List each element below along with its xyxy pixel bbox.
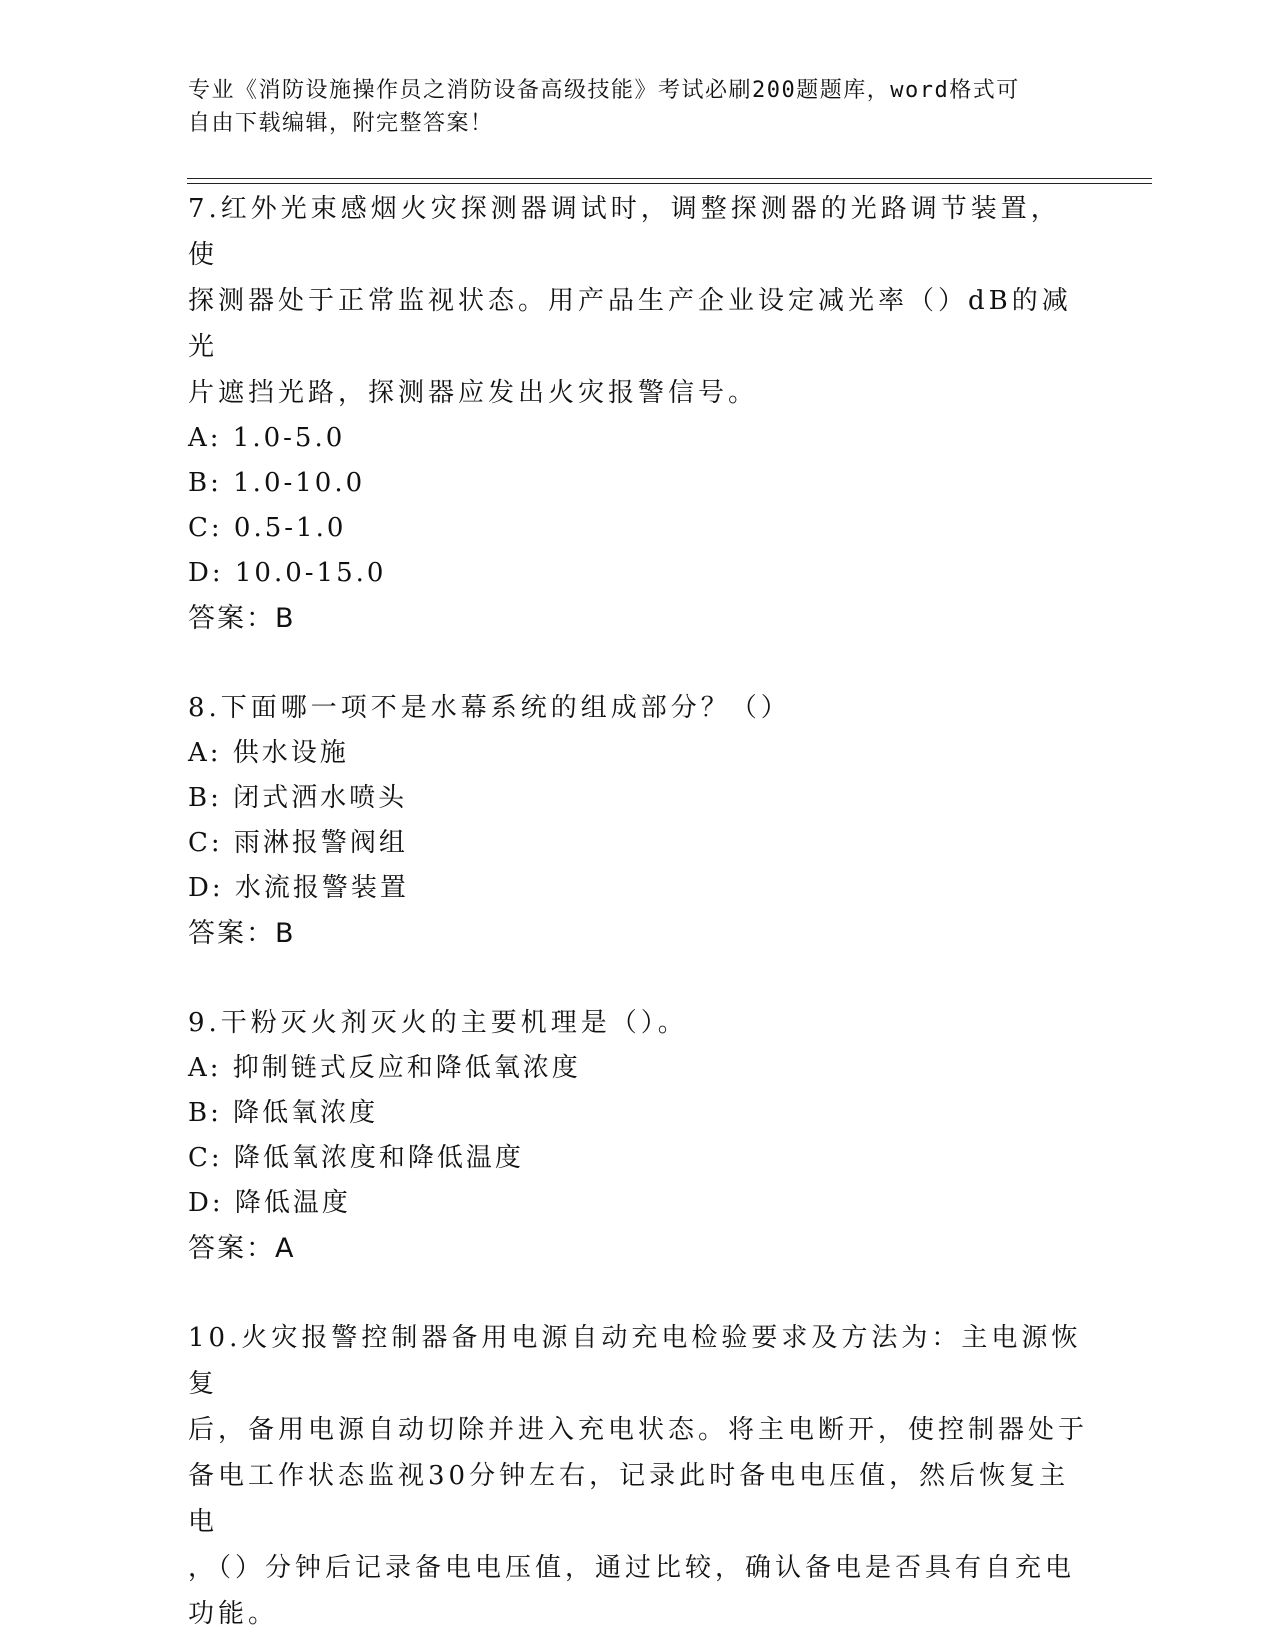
question-9 bbox=[188, 1000, 1088, 1272]
option-c: C: 0.5-1.0 bbox=[188, 513, 347, 543]
question-stem-line: 后，备用电源自动切除并进入充电状态。将主电断开，使控制器处于 bbox=[188, 1415, 1089, 1445]
question-8 bbox=[188, 685, 1088, 957]
option-a: A: 抑制链式反应和降低氧浓度 bbox=[188, 1053, 581, 1083]
option-c: C: 降低氧浓度和降低温度 bbox=[188, 1143, 524, 1173]
option-b: B: 1.0-10.0 bbox=[188, 468, 366, 498]
option-d: D: 水流报警装置 bbox=[188, 873, 409, 903]
question-stem-line: 9.干粉灭火剂灭火的主要机理是（）。 bbox=[188, 1008, 688, 1038]
question-7 bbox=[188, 186, 1088, 642]
answer-label: 答案：A bbox=[188, 1233, 296, 1264]
question-stem-line: 片遮挡光路，探测器应发出火灾报警信号。 bbox=[188, 378, 759, 408]
option-d: D: 10.0-15.0 bbox=[188, 558, 387, 588]
header-line-1: 专业《消防设施操作员之消防设备高级技能》考试必刷200题题库，word格式可 bbox=[188, 78, 1020, 103]
option-b: B: 降低氧浓度 bbox=[188, 1098, 379, 1128]
option-d: D: 降低温度 bbox=[188, 1188, 351, 1218]
question-stem-line: 探测器处于正常监视状态。用产品生产企业设定减光率（）dB的减光 bbox=[188, 286, 1072, 362]
answer-label: 答案：B bbox=[188, 603, 296, 634]
option-c: C: 雨淋报警阀组 bbox=[188, 828, 408, 858]
header-divider-top bbox=[187, 178, 1152, 179]
question-stem-line: ，（）分钟后记录备电电压值，通过比较，确认备电是否具有自充电 bbox=[188, 1553, 1076, 1583]
question-stem-line: 7.红外光束感烟火灾探测器调试时，调整探测器的光路调节装置，使 bbox=[188, 194, 1061, 270]
answer-label: 答案：B bbox=[188, 918, 296, 949]
document-header bbox=[188, 74, 1068, 140]
question-stem-line: 功能。 bbox=[188, 1599, 279, 1629]
question-10 bbox=[188, 1315, 1088, 1637]
option-a: A: 1.0-5.0 bbox=[188, 423, 346, 453]
spacer bbox=[188, 957, 1088, 1000]
spacer bbox=[188, 1272, 1088, 1315]
question-stem-line: 10.火灾报警控制器备用电源自动充电检验要求及方法为：主电源恢复 bbox=[188, 1323, 1082, 1399]
option-a: A: 供水设施 bbox=[188, 738, 349, 768]
spacer bbox=[188, 642, 1088, 685]
question-list bbox=[188, 186, 1088, 1637]
question-stem-line: 8.下面哪一项不是水幕系统的组成部分？（） bbox=[188, 693, 791, 723]
option-b: B: 闭式洒水喷头 bbox=[188, 783, 408, 813]
header-line-2: 自由下载编辑，附完整答案！ bbox=[188, 111, 494, 136]
header-divider-bottom bbox=[187, 183, 1152, 184]
question-stem-line: 备电工作状态监视30分钟左右，记录此时备电电压值，然后恢复主电 bbox=[188, 1461, 1070, 1537]
